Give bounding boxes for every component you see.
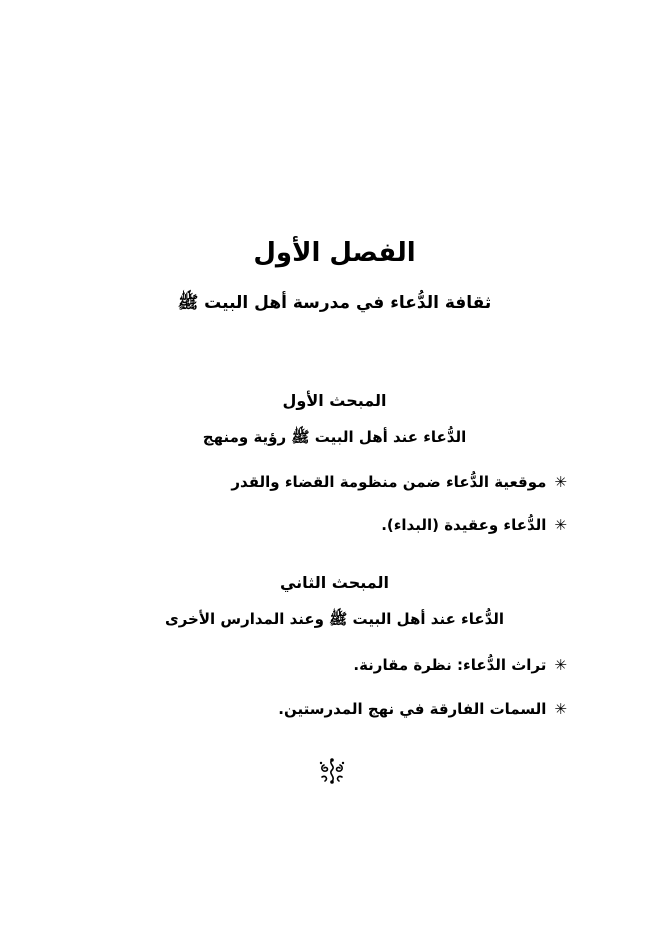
section-1-item-2	[381, 516, 567, 536]
chapter-subtitle: ثقافة الدُّعاء في مدرسة أهل البيت ﷺ	[177, 293, 492, 313]
section-1-title: المبحث الأول	[282, 391, 387, 410]
bullet-star-icon: ✳	[554, 656, 567, 674]
section-1-item-1	[231, 473, 567, 493]
item-text: الدُّعاء وعقيدة (البداء).	[381, 516, 547, 534]
floral-ornament-icon	[314, 757, 350, 785]
section-2-title: المبحث الثاني	[279, 573, 389, 592]
bullet-star-icon: ✳	[554, 700, 567, 718]
section-2-subtitle: الدُّعاء عند أهل البيت ﷺ وعند المدارس الأخرى	[164, 610, 505, 628]
section-1-subtitle: الدُّعاء عند أهل البيت ﷺ رؤية ومنهج	[202, 428, 467, 446]
section-2-item-1	[353, 656, 567, 676]
chapter-title: الفصل الأول	[253, 238, 416, 268]
item-text: تراث الدُّعاء: نظرة مقارنة.	[353, 656, 547, 674]
item-text: موقعية الدُّعاء ضمن منظومة القضاء والقدر	[231, 473, 547, 491]
section-2-item-2	[278, 700, 567, 720]
bullet-star-icon: ✳	[554, 473, 567, 491]
bullet-star-icon: ✳	[554, 516, 567, 534]
item-text: السمات الفارقة في نهج المدرستين.	[278, 700, 547, 718]
